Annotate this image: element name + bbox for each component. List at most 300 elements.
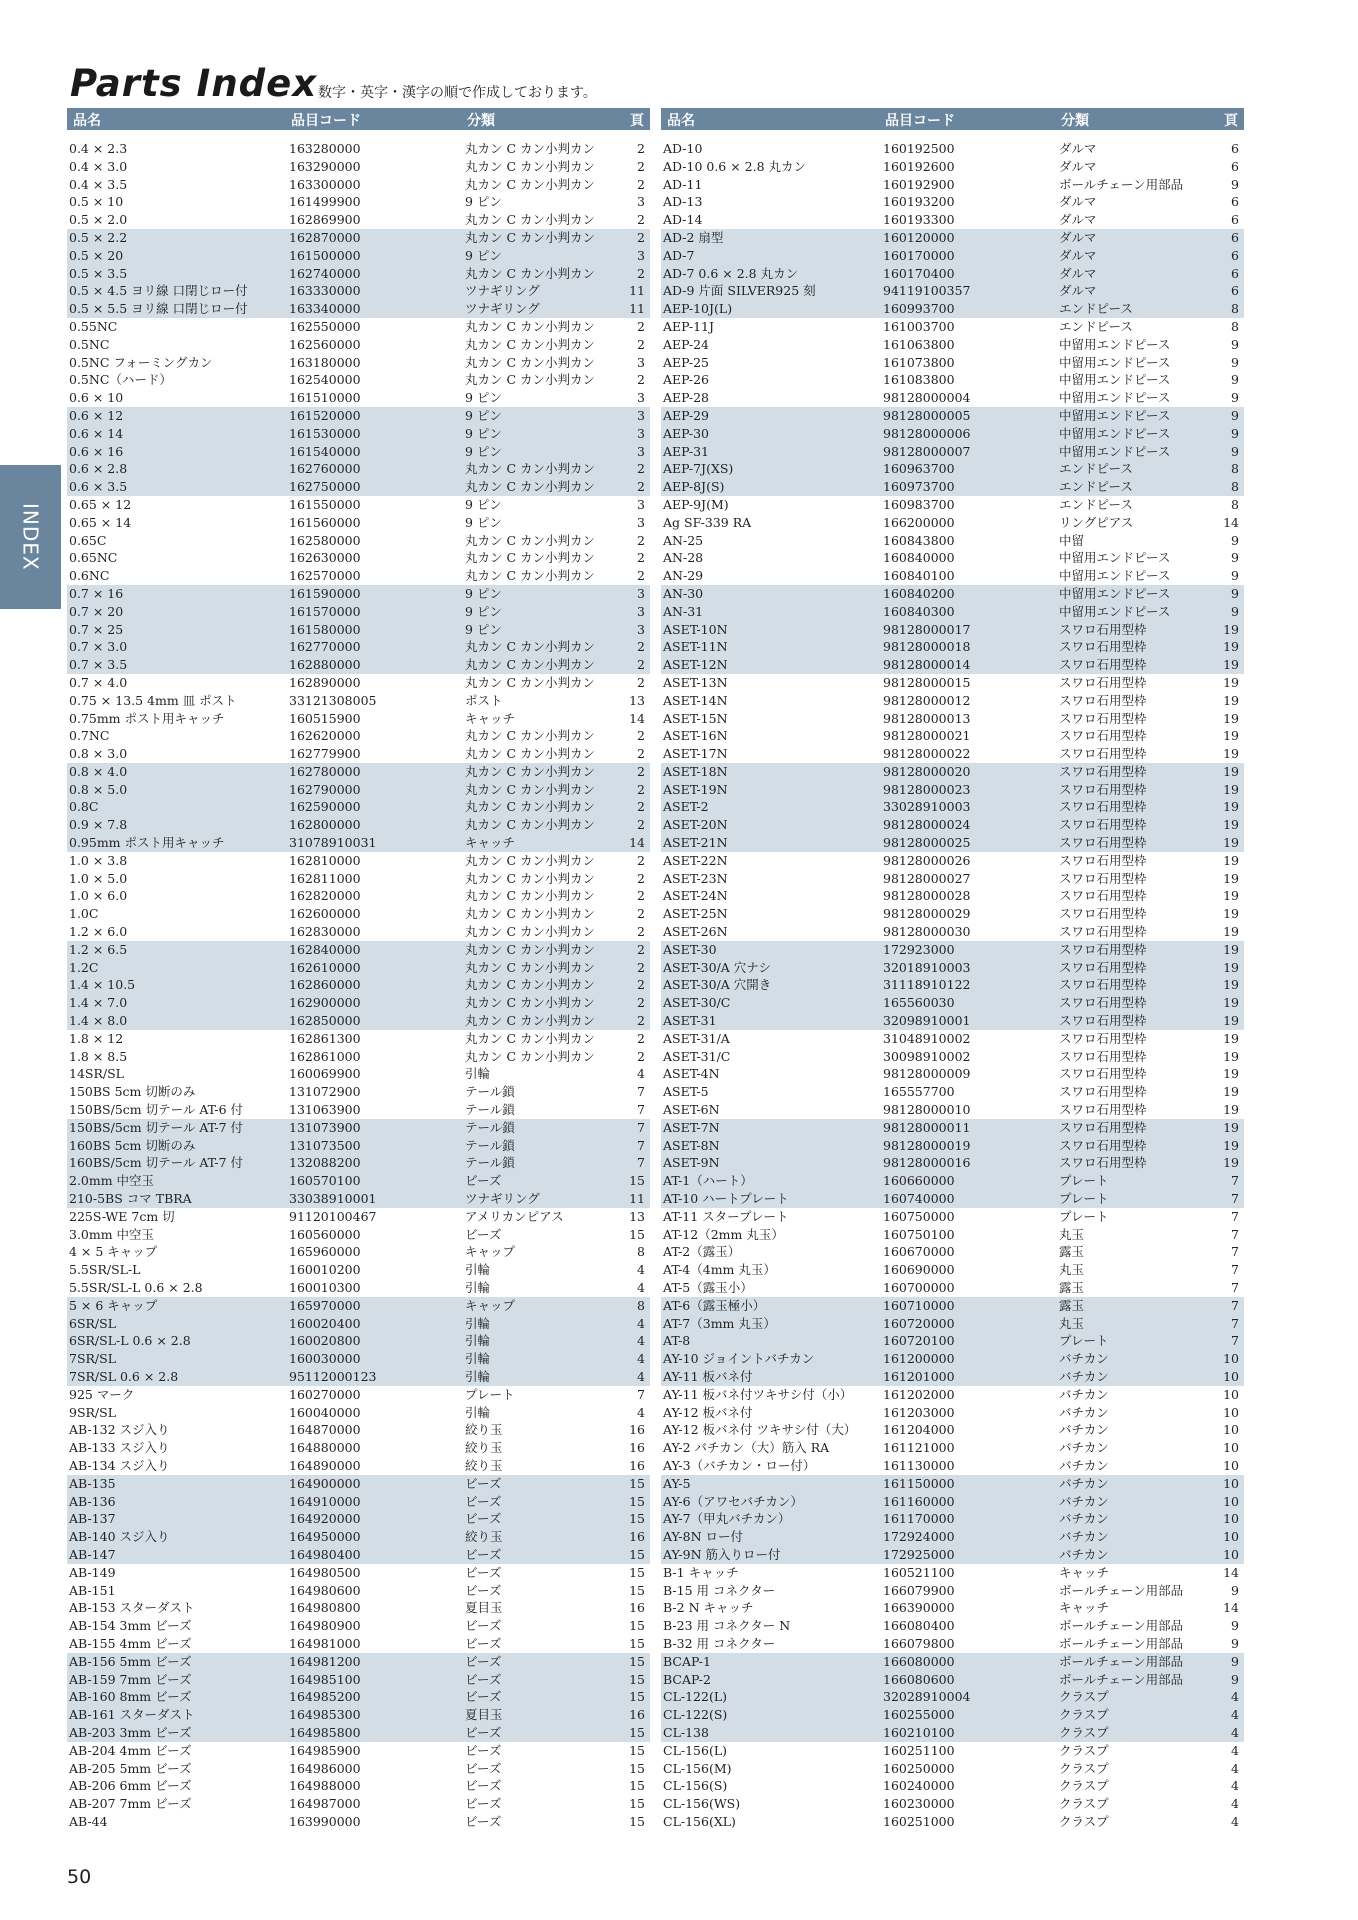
item-name: ASET-19N [663,781,728,797]
item-name: AEP-25 [663,354,710,370]
table-row [67,478,650,496]
item-code: 160020400 [289,1315,361,1331]
item-category: ボールチェーン用部品 [1059,1635,1184,1651]
item-category: ダルマ [1059,265,1097,281]
item-code: 98128000022 [883,746,971,762]
item-page: 7 [1231,1208,1239,1224]
item-page: 2 [637,158,645,174]
item-name: 0.4 × 2.3 [69,141,128,156]
item-name: ASET-9N [663,1155,720,1171]
item-category: クラスプ [1059,1778,1109,1794]
item-page: 14 [1223,1600,1239,1616]
item-code: 162590000 [289,799,361,815]
item-page: 6 [1231,247,1239,263]
item-category: クラスプ [1059,1724,1109,1740]
item-code: 165557700 [883,1084,955,1100]
table-row [67,656,650,674]
item-category: 露玉 [1059,1297,1085,1313]
item-code: 160069900 [289,1066,361,1082]
item-name: AY-8N ロー付 [663,1529,743,1545]
item-name: CL-122(L) [663,1689,728,1705]
item-page: 16 [629,1457,645,1473]
item-page: 15 [629,1582,645,1598]
item-name: CL-156(M) [663,1760,732,1776]
item-category: 中留用エンドピース [1059,550,1171,566]
item-name: ASET-26N [663,924,728,940]
item-page: 3 [637,390,645,406]
item-code: 161204000 [883,1422,955,1438]
item-code: 160193200 [883,194,955,210]
item-name: CL-122(S) [663,1707,728,1723]
item-page: 2 [637,568,645,584]
item-name: 0.65C [69,532,107,548]
item-page: 19 [1223,924,1239,940]
item-name: AB-160 8mm ビーズ [69,1689,192,1705]
item-category: スワロ石用型枠 [1059,977,1147,993]
item-code: 164950000 [289,1529,361,1545]
item-category: スワロ石用型枠 [1059,692,1147,708]
item-page: 2 [637,995,645,1011]
item-name: AY-2 バチカン（大）筋入 RA [663,1440,830,1456]
item-code: 162840000 [289,941,361,957]
item-name: AEP-10J(L) [663,301,733,317]
table-row [661,1421,1244,1439]
table-row [661,389,1244,407]
item-name: ASET-13N [663,674,728,690]
table-row [67,1706,650,1724]
table-row [661,1297,1244,1315]
item-name: 1.0C [69,906,99,922]
item-code: 30098910002 [883,1048,971,1064]
item-name: AD-13 [663,194,703,210]
item-code: 98128000029 [883,906,971,922]
item-code: 31048910002 [883,1030,971,1046]
table-row [661,1688,1244,1706]
item-category: 丸カン C カン小判カン [465,372,596,388]
item-page: 19 [1223,817,1239,833]
item-code: 160250000 [883,1760,955,1776]
item-page: 10 [1223,1404,1239,1420]
table-row [661,621,1244,639]
item-name: ASET-20N [663,817,728,833]
item-name: 7SR/SL [69,1351,117,1367]
item-name: AB-204 4mm ビーズ [69,1742,192,1758]
table-row [67,460,650,478]
item-category: テール鎖 [465,1119,515,1135]
item-page: 4 [1231,1760,1239,1776]
table-row [67,1172,650,1190]
item-code: 164988000 [289,1778,361,1794]
item-category: スワロ石用型枠 [1059,639,1147,655]
item-code: 164910000 [289,1493,361,1509]
table-row [661,870,1244,888]
item-page: 2 [637,728,645,744]
item-name: 0.5NC フォーミングカン [69,354,213,370]
item-page: 7 [1231,1173,1239,1189]
item-page: 7 [637,1102,645,1118]
item-code: 162861000 [289,1048,361,1064]
table-row [67,1795,650,1813]
item-page: 3 [637,496,645,512]
item-category: 丸カン C カン小判カン [465,479,596,495]
item-page: 19 [1223,835,1239,851]
item-name: ASET-30/C [663,995,731,1011]
item-category: ビーズ [465,1582,502,1598]
index-table-right [661,108,1244,1831]
item-name: AN-25 [663,532,704,548]
item-page: 2 [637,941,645,957]
item-category: 露玉 [1059,1280,1085,1295]
table-row [67,692,650,710]
item-category: 引輪 [465,1368,491,1384]
item-category: ビーズ [465,1493,502,1509]
item-page: 19 [1223,781,1239,797]
item-category: ボールチェーン用部品 [1059,1618,1184,1634]
table-row [661,1617,1244,1635]
item-page: 3 [637,514,645,530]
item-code: 162780000 [289,763,361,779]
item-name: AD-11 [663,176,703,192]
table-row [661,905,1244,923]
item-page: 11 [629,283,645,299]
item-name: 0.8 × 4.0 [69,763,128,779]
table-row [661,887,1244,905]
item-name: 210-5BS コマ TBRA [69,1191,192,1207]
item-name: 150BS/5cm 切テール AT-6 付 [69,1102,244,1118]
item-page: 3 [637,425,645,441]
item-name: 0.75mm ポスト用キャッチ [69,710,225,726]
item-category: ビーズ [465,1475,502,1491]
item-name: 0.65 × 12 [69,496,132,512]
item-code: 160840200 [883,585,955,601]
item-page: 19 [1223,799,1239,815]
item-code: 161510000 [289,390,361,406]
item-code: 98128000004 [883,390,971,406]
item-name: AY-5 [663,1475,691,1491]
item-code: 98128000025 [883,835,971,851]
item-code: 162779900 [289,746,361,762]
item-page: 3 [637,585,645,601]
item-code: 164900000 [289,1475,361,1491]
item-category: 丸カン C カン小判カン [465,852,596,868]
item-name: 0.95mm ポスト用キャッチ [69,835,225,851]
table-row [661,1065,1244,1083]
item-name: AB-159 7mm ビーズ [69,1671,192,1687]
item-page: 19 [1223,657,1239,673]
item-code: 160660000 [883,1173,955,1189]
item-page: 14 [629,710,645,726]
table-row [67,532,650,550]
item-code: 166080000 [883,1653,955,1669]
item-code: 161003700 [883,318,955,334]
item-category: 丸カン C カン小判カン [465,532,596,548]
table-body [67,140,650,1831]
table-row [661,1724,1244,1742]
table-row [67,1315,650,1333]
header-category: 分類 [1061,113,1089,129]
item-name: AT-8 [663,1333,691,1349]
item-code: 161170000 [883,1511,955,1527]
item-code: 162630000 [289,550,361,566]
item-page: 15 [629,1742,645,1758]
item-name: ASET-22N [663,852,728,868]
item-name: 160BS 5cm 切断のみ [69,1137,196,1153]
item-code: 160840300 [883,603,955,619]
item-category: 丸カン C カン小判カン [465,924,596,940]
item-name: ASET-18N [663,763,728,779]
item-category: スワロ石用型枠 [1059,941,1147,957]
item-category: 9 ピン [465,603,502,619]
item-code: 161560000 [289,514,361,530]
item-page: 15 [629,1564,645,1580]
item-category: スワロ石用型枠 [1059,763,1147,779]
item-code: 160120000 [883,229,955,245]
item-code: 160720000 [883,1315,955,1331]
item-page: 2 [637,372,645,388]
item-name: 0.9 × 7.8 [69,817,128,833]
table-row [661,1564,1244,1582]
table-row [67,300,650,318]
item-category: 丸カン C カン小判カン [465,141,596,156]
item-code: 131073500 [289,1137,361,1153]
page-number: 50 [67,1866,92,1888]
item-category: 中留 [1059,532,1085,548]
table-row [661,532,1244,550]
item-category: ダルマ [1059,212,1097,228]
item-category: 丸カン C カン小判カン [465,176,596,192]
item-category: バチカン [1059,1457,1109,1473]
item-page: 19 [1223,1048,1239,1064]
item-name: 14SR/SL [69,1066,124,1082]
item-page: 4 [1231,1742,1239,1758]
table-row [67,1386,650,1404]
table-row [661,1208,1244,1226]
item-category: 露玉 [1059,1244,1085,1260]
item-code: 163340000 [289,301,361,317]
item-page: 19 [1223,977,1239,993]
item-code: 160210100 [883,1724,955,1740]
item-code: 98128000014 [883,657,971,673]
item-name: AT-11 スタープレート [663,1208,789,1224]
table-row [661,318,1244,336]
item-page: 15 [629,1618,645,1634]
table-row [67,1119,650,1137]
table-row [661,1439,1244,1457]
item-code: 91120100467 [289,1208,377,1224]
item-name: 6SR/SL-L 0.6 × 2.8 [69,1333,191,1349]
item-category: ツナギリング [465,301,540,317]
item-name: AY-3（バチカン・ロー付） [663,1457,816,1473]
item-page: 4 [637,1315,645,1331]
item-category: ビーズ [465,1724,502,1740]
item-page: 10 [1223,1493,1239,1509]
item-name: AB-149 [69,1564,116,1580]
item-page: 7 [1231,1280,1239,1295]
table-row [661,193,1244,211]
item-name: AD-2 扇型 [663,229,724,245]
item-name: 925 マーク [69,1386,135,1402]
item-name: CL-156(WS) [663,1796,741,1812]
item-name: AB-44 [69,1813,108,1829]
item-page: 9 [1231,603,1239,619]
item-page: 19 [1223,674,1239,690]
item-category: 丸玉 [1059,1315,1085,1331]
table-row [67,1635,650,1653]
item-page: 19 [1223,959,1239,975]
item-code: 132088200 [289,1155,361,1171]
table-row [67,1777,650,1795]
item-category: 丸カン C カン小判カン [465,906,596,922]
item-code: 160251100 [883,1742,955,1758]
item-code: 160192500 [883,141,955,156]
item-code: 164980900 [289,1618,361,1634]
table-row [67,1760,650,1778]
item-page: 3 [637,603,645,619]
table-row [661,1528,1244,1546]
item-name: 160BS/5cm 切テール AT-7 付 [69,1155,244,1171]
item-category: 引輪 [465,1351,491,1367]
item-page: 4 [637,1066,645,1082]
item-page: 15 [629,1511,645,1527]
table-row [67,1048,650,1066]
item-category: キャップ [465,1244,516,1260]
table-row [661,549,1244,567]
table-row [67,585,650,603]
item-name: 0.6 × 2.8 [69,461,128,477]
item-name: AB-132 スジ入り [69,1422,170,1438]
item-code: 98128000017 [883,621,971,637]
item-name: AB-155 4mm ビーズ [69,1635,192,1651]
item-category: ビーズ [465,1173,502,1189]
table-row [67,567,650,585]
table-row [661,1813,1244,1831]
table-row [67,1101,650,1119]
item-page: 8 [637,1297,645,1313]
table-row [67,371,650,389]
table-row [67,1368,650,1386]
table-row [67,798,650,816]
item-name: AB-137 [69,1511,116,1527]
item-category: 丸カン C カン小判カン [465,265,596,281]
item-page: 19 [1223,639,1239,655]
item-code: 164980800 [289,1600,361,1616]
item-name: AEP-28 [663,390,710,406]
item-page: 2 [637,141,645,156]
item-page: 15 [629,1475,645,1491]
item-code: 32018910003 [883,959,971,975]
table-row [661,176,1244,194]
table-row [67,1439,650,1457]
table-row [661,674,1244,692]
item-name: ASET-17N [663,746,728,762]
item-category: ツナギリング [465,1191,540,1207]
item-name: AB-136 [69,1493,116,1509]
item-name: AB-207 7mm ビーズ [69,1796,192,1812]
item-category: 引輪 [465,1315,491,1331]
table-row [661,211,1244,229]
item-page: 6 [1231,229,1239,245]
item-category: 丸カン C カン小判カン [465,212,596,228]
item-category: ビーズ [465,1778,502,1794]
table-row [67,1653,650,1671]
table-row [67,1582,650,1600]
item-category: アメリカンピアス [465,1208,564,1224]
table-row [661,1742,1244,1760]
item-page: 10 [1223,1386,1239,1402]
item-name: AB-153 スターダスト [69,1600,195,1616]
item-category: プレート [1059,1173,1109,1189]
table-row [661,1119,1244,1137]
item-category: 9 ピン [465,621,502,637]
item-code: 98128000021 [883,728,971,744]
item-page: 2 [637,870,645,886]
item-page: 2 [637,265,645,281]
item-code: 160983700 [883,496,955,512]
item-name: 0.8 × 5.0 [69,781,128,797]
item-code: 160192900 [883,176,955,192]
item-category: ビーズ [465,1796,502,1812]
item-name: AT-2（露玉） [663,1244,741,1260]
item-code: 164980400 [289,1546,361,1562]
item-name: B-1 キャッチ [663,1564,739,1580]
table-row [661,1653,1244,1671]
item-name: 0.65NC [69,550,118,566]
item-page: 15 [629,1493,645,1509]
item-code: 160170400 [883,265,955,281]
item-code: 172923000 [883,941,955,957]
item-page: 15 [629,1546,645,1562]
item-category: キャッチ [465,710,516,726]
item-category: エンドピース [1059,318,1133,334]
item-category: クラスプ [1059,1813,1109,1829]
item-name: ASET-7N [663,1119,720,1135]
table-header [661,108,1244,130]
table-row [661,371,1244,389]
item-page: 2 [637,924,645,940]
table-row [661,1706,1244,1724]
item-page: 7 [637,1386,645,1402]
item-name: 0.6 × 10 [69,390,124,406]
item-category: スワロ石用型枠 [1059,1048,1147,1064]
item-category: スワロ石用型枠 [1059,746,1147,762]
item-page: 2 [637,1030,645,1046]
table-row [661,1243,1244,1261]
item-page: 11 [629,1191,645,1207]
table-row [67,816,650,834]
item-category: スワロ石用型枠 [1059,1084,1147,1100]
item-category: 9 ピン [465,514,502,530]
item-category: スワロ石用型枠 [1059,817,1147,833]
table-row [661,229,1244,247]
item-name: 5.5SR/SL-L 0.6 × 2.8 [69,1280,203,1295]
item-category: 丸カン C カン小判カン [465,639,596,655]
item-category: 丸カン C カン小判カン [465,959,596,975]
item-code: 161590000 [289,585,361,601]
item-page: 9 [1231,354,1239,370]
item-code: 160963700 [883,461,955,477]
item-name: 0.5NC（ハード） [69,372,172,388]
item-category: 丸カン C カン小判カン [465,728,596,744]
table-row [67,887,650,905]
item-page: 2 [637,550,645,566]
item-page: 19 [1223,870,1239,886]
table-row [661,727,1244,745]
item-page: 10 [1223,1546,1239,1562]
item-code: 160710000 [883,1297,955,1313]
item-code: 162800000 [289,817,361,833]
item-name: AB-151 [69,1582,116,1598]
item-page: 14 [1223,1564,1239,1580]
